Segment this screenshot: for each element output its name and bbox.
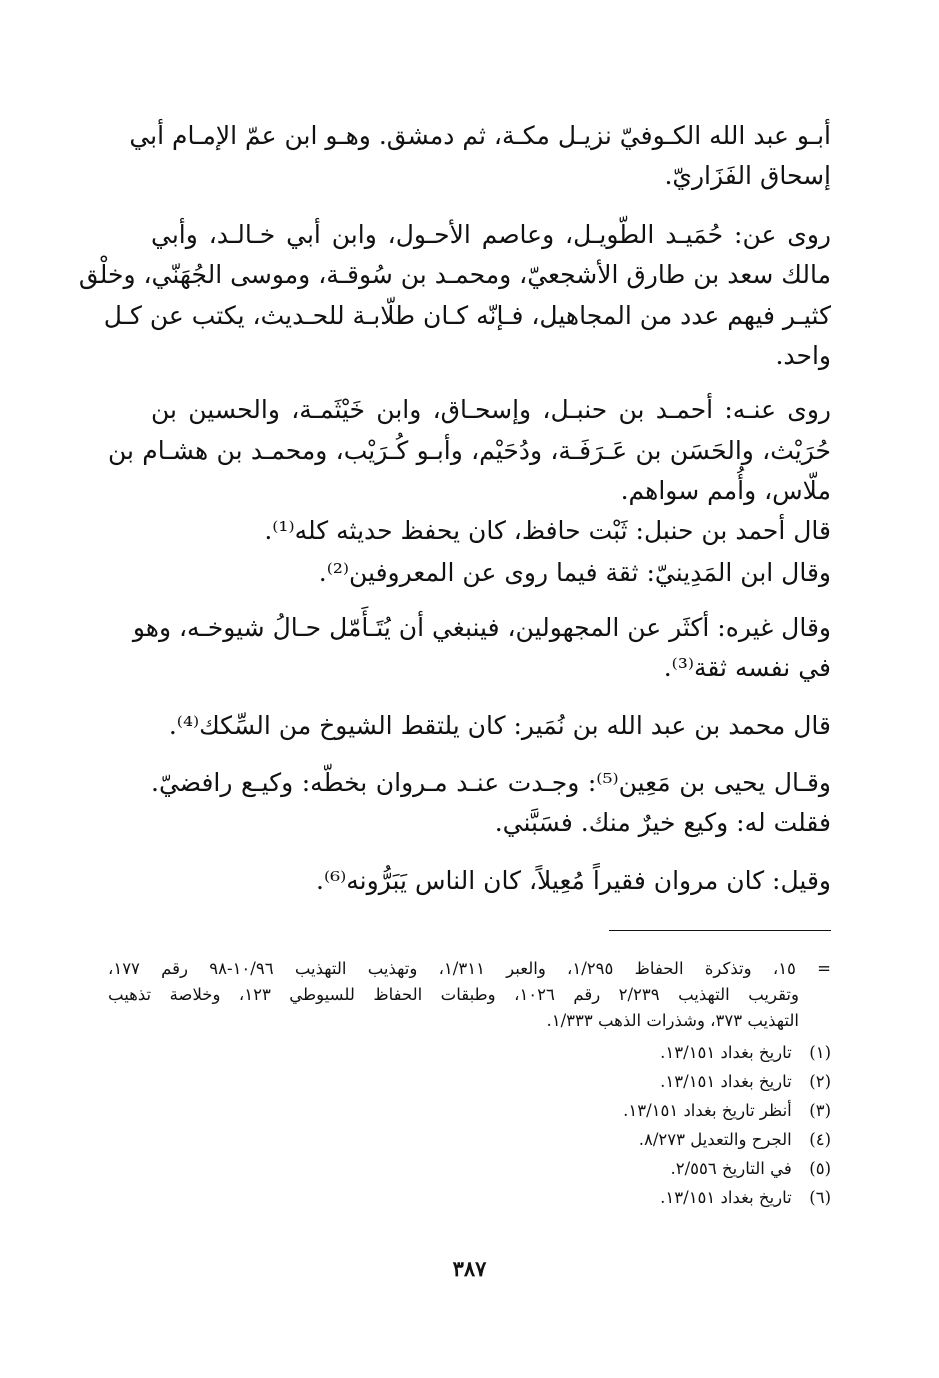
body-line: وقيل: كان مروان فقيراً مُعِيلاً، كان الناس يَبَرُّونه⁽⁶⁾. — [316, 866, 831, 895]
footnote-number: (١) — [809, 1043, 831, 1062]
footnote-item — [108, 1069, 831, 1095]
body-line: واحد. — [775, 341, 831, 370]
footnote-line: وتقريب التهذيب ٢/٢٣٩ رقم ١٠٢٦، وطبقات الحفاظ للسيوطي ١٢٣، وخلاصة تذهيب — [108, 985, 799, 1004]
body-line: روى عنـه: أحمـد بن حنبـل، وإسحـاق، وابن خَيْثَمـة، والحسين بن — [151, 395, 831, 424]
footnote-item — [108, 1098, 831, 1124]
body-line: مالك سعد بن طارق الأشجعيّ، ومحمـد بن سُوقـة، وموسى الجُهَنّي، وخلْق — [78, 260, 831, 289]
footnote-item — [108, 1127, 831, 1153]
footnote-text: أنظر تاريخ بغداد ١٣/١٥١. — [623, 1101, 792, 1120]
footnote-number: (٤) — [809, 1130, 831, 1149]
footnote-number: (٣) — [809, 1101, 831, 1120]
body-line: ملّاس، وأُمم سواهم. — [620, 476, 831, 505]
footnote-item — [108, 1185, 831, 1211]
footnote-text: تاريخ بغداد ١٣/١٥١. — [660, 1188, 792, 1207]
body-line: أبـو عبد الله الكـوفيّ نزيـل مكـة، ثم دمشق. وهـو ابن عمّ الإمـام أبي — [129, 121, 831, 150]
body-line: قال أحمد بن حنبل: ثَبْت حافظ، كان يحفظ حديثه كله⁽¹⁾. — [264, 516, 831, 545]
footnote-item — [108, 1156, 831, 1182]
footnote-line: التهذيب ٣٧٣، وشذرات الذهب ١/٣٣٣. — [546, 1011, 799, 1030]
body-line: وقـال يحيى بن مَعِين⁽⁵⁾: وجـدت عنـد مـروان بخطّه: وكيـع رافضيّ. — [151, 768, 832, 797]
footnote-item — [108, 1040, 831, 1066]
footnote-separator — [609, 930, 831, 931]
footnote-line: = ١٥، وتذكرة الحفاظ ١/٢٩٥، والعبر ١/٣١١، وتهذيب التهذيب ١٠/٩٦-٩٨ رقم ١٧٧، — [108, 959, 831, 978]
body-line: فقلت له: وكيع خيرٌ منك. فسَبَّني. — [494, 808, 831, 837]
footnote-number: (٦) — [809, 1188, 831, 1207]
footnote-number: (٥) — [809, 1159, 831, 1178]
footnote-text: تاريخ بغداد ١٣/١٥١. — [660, 1072, 792, 1091]
footnote-text: تاريخ بغداد ١٣/١٥١. — [660, 1043, 792, 1062]
body-line: في نفسه ثقة⁽³⁾. — [663, 653, 831, 682]
body-line: وقال ابن المَدِينيّ: ثقة فيما روى عن المعروفين⁽²⁾. — [318, 558, 831, 587]
body-line: قال محمد بن عبد الله بن نُمَير: كان يلتقط الشيوخ من السِّكك⁽⁴⁾. — [168, 711, 831, 740]
body-line: وقال غيره: أكثَر عن المجهولين، فينبغي أن يُتَـأَمّل حـالُ شيوخـه، وهو — [132, 613, 831, 642]
footnote-number: (٢) — [809, 1072, 831, 1091]
body-line: حُرَيْث، والحَسَن بن عَـرَفَـة، ودُحَيْم، وأبـو كُـرَيْب، ومحمـد بن هشـام بن — [108, 436, 831, 465]
body-line: إسحاق الفَزَاريّ. — [664, 161, 831, 190]
page-number: ٣٨٧ — [452, 1256, 487, 1281]
body-line: كثيـر فيهم عدد من المجاهيل، فـإنّه كـان طلّابـة للحـديث، يكتب عن كـل — [103, 301, 831, 330]
footnote-text: في التاريخ ٢/٥٥٦. — [670, 1159, 792, 1178]
footnote-text: الجرح والتعديل ٨/٢٧٣. — [638, 1130, 792, 1149]
body-line: روى عن: حُمَيـد الطّويـل، وعاصم الأحـول، وابن أبي خـالـد، وأبي — [151, 220, 831, 249]
